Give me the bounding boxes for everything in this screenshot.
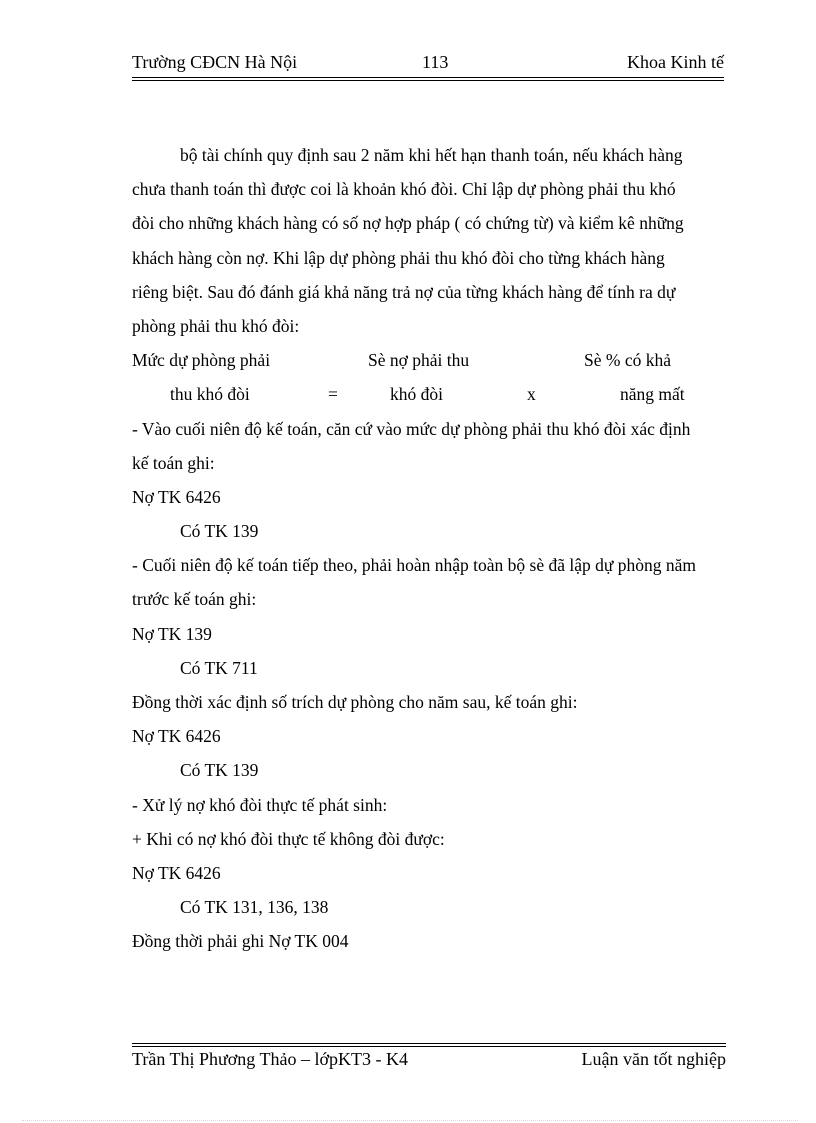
journal-debit: Nợ TK 6426 bbox=[132, 862, 221, 883]
formula-term-1: thu khó đòi bbox=[170, 384, 250, 405]
formula-row-2 bbox=[132, 377, 742, 411]
header-page-number: 113 bbox=[422, 52, 449, 72]
header-rule-top bbox=[132, 77, 724, 78]
formula-multiply: x bbox=[527, 384, 536, 405]
paragraph-line: đòi cho những khách hàng có số nợ hợp pháp ( có chứng từ) và kiểm kê những bbox=[132, 213, 684, 234]
journal-debit: Nợ TK 139 bbox=[132, 623, 212, 644]
footer-doc-type: Luận văn tốt nghiệp bbox=[581, 1049, 726, 1069]
formula-term-3: năng mất bbox=[620, 384, 685, 405]
paragraph-line: - Cuối niên độ kế toán tiếp theo, phải hoàn nhập toàn bộ sè đã lập dự phòng năm bbox=[132, 555, 697, 576]
formula-equals: = bbox=[328, 384, 338, 405]
formula-term-1: Mức dự phòng phải bbox=[132, 350, 271, 371]
paragraph-line: riêng biệt. Sau đó đánh giá khả năng trả nợ của từng khách hàng để tính ra dự bbox=[132, 281, 676, 302]
footer-author: Trần Thị Phương Thảo – lớpKT3 - K4 bbox=[132, 1049, 408, 1069]
formula-term-3: Sè % có khả bbox=[584, 350, 671, 371]
page-header bbox=[132, 52, 724, 76]
journal-credit: Có TK 139 bbox=[180, 760, 259, 781]
paragraph-line: trước kế toán ghi: bbox=[132, 589, 257, 610]
paragraph-line: khách hàng còn nợ. Khi lập dự phòng phải thu khó đòi cho từng khách hàng bbox=[132, 247, 665, 268]
page-footer bbox=[132, 1049, 726, 1073]
journal-debit: Nợ TK 6426 bbox=[132, 726, 221, 747]
journal-credit: Có TK 131, 136, 138 bbox=[180, 897, 329, 918]
header-school: Trường CĐCN Hà Nội bbox=[132, 52, 298, 72]
formula-term-2: khó đòi bbox=[390, 384, 443, 405]
journal-credit: Có TK 711 bbox=[180, 657, 258, 678]
paragraph-line: - Vào cuối niên độ kế toán, căn cứ vào mức dự phòng phải thu khó đòi xác định bbox=[132, 418, 691, 439]
paragraph-line: Đồng thời phải ghi Nợ TK 004 bbox=[132, 931, 349, 952]
formula-term-2: Sè nợ phải thu bbox=[368, 350, 470, 371]
page-edge bbox=[22, 1120, 798, 1121]
footer-rule-top bbox=[132, 1043, 726, 1044]
paragraph-line: + Khi có nợ khó đòi thực tế không đòi được: bbox=[132, 828, 445, 849]
paragraph-line: bộ tài chính quy định sau 2 năm khi hết hạn thanh toán, nếu khách hàng bbox=[180, 145, 683, 165]
paragraph-line: phòng phải thu khó đòi: bbox=[132, 315, 300, 336]
header-rule-bottom bbox=[132, 80, 724, 81]
paragraph-line: Đồng thời xác định số trích dự phòng cho năm sau, kế toán ghi: bbox=[132, 692, 578, 712]
paragraph-line: - Xử lý nợ khó đòi thực tế phát sinh: bbox=[132, 794, 388, 815]
journal-debit: Nợ TK 6426 bbox=[132, 486, 221, 507]
paragraph-line: chưa thanh toán thì được coi là khoản khó đòi. Chỉ lập dự phòng phải thu khó bbox=[132, 179, 676, 200]
formula-row-1 bbox=[132, 343, 742, 377]
journal-credit: Có TK 139 bbox=[180, 521, 259, 542]
paragraph-line: kế toán ghi: bbox=[132, 452, 215, 473]
footer-rule-bottom bbox=[132, 1046, 726, 1047]
header-department: Khoa Kinh tế bbox=[627, 52, 724, 72]
page-body bbox=[132, 138, 742, 959]
